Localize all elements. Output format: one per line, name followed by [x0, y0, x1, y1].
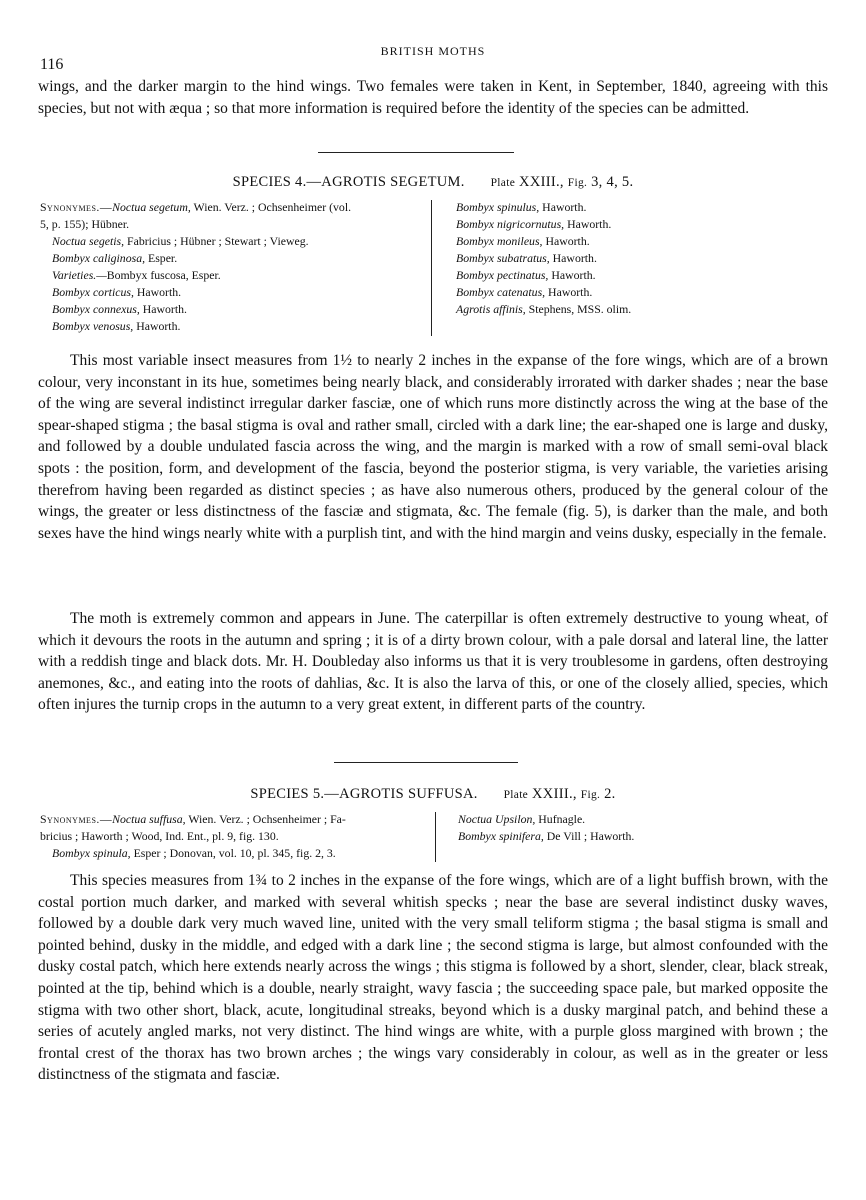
species-name: Bombyx pectinatus,	[456, 268, 549, 282]
species-4-title: SPECIES 4.—AGROTIS SEGETUM.	[232, 174, 465, 190]
synonym-line	[456, 284, 836, 301]
synonym-line	[456, 199, 836, 216]
species-5-synonyms-left	[40, 811, 435, 862]
synonyms-label: Synonymes.—	[40, 200, 113, 214]
species-4-habits: The moth is extremely common and appears in June. The caterpillar is often extremely destructive to young wheat, of which it devours the roots in the autumn and spring ; it is of a dirty brown colour, with a pale dorsal and lateral line, the latter with a reddish tinge and black dots. Mr. H. Doubleday also informs us that it is very troublesome in gardens, often destroying anemones, &c., and eating into the roots of dahlias, &c. It is also the larva of this, or one of the closely allied, species, which often injures the turnip crops in the autumn to a very great extent, in different parts of the country.	[38, 610, 828, 714]
species-name: Bombyx connexus,	[52, 302, 140, 316]
synonym-authority: bricius ; Haworth ; Wood, Ind. Ent., pl. 9, fig. 130.	[40, 829, 279, 843]
species-4-heading	[0, 174, 866, 191]
synonyms-column-divider	[435, 812, 436, 862]
species-name: Bombyx spinula,	[52, 846, 131, 860]
synonym-line	[40, 811, 435, 828]
synonym-authority: Hufnagle.	[535, 812, 586, 826]
section-divider	[318, 152, 514, 153]
species-name: Agrotis affinis,	[456, 302, 526, 316]
synonym-authority: Esper.	[145, 251, 178, 265]
synonym-line	[40, 250, 425, 267]
species-name: Bombyx subatratus,	[456, 251, 550, 265]
species-name: Bombyx corticus,	[52, 285, 134, 299]
synonym-line	[40, 318, 425, 335]
species-name: Bombyx monileus,	[456, 234, 543, 248]
synonym-authority: Haworth.	[139, 302, 187, 316]
synonym-line	[456, 233, 836, 250]
synonym-line	[456, 250, 836, 267]
species-4-synonyms-right	[456, 199, 836, 318]
species-name: Noctua segetum,	[112, 200, 191, 214]
species-4-plate-ref: Plate XXIII., Fig. 3, 4, 5.	[490, 174, 634, 190]
species-name: Noctua Upsilon,	[458, 812, 536, 826]
species-5-plate-ref: Plate XXIII., Fig. 2.	[503, 786, 616, 802]
species-5-description: This species measures from 1¾ to 2 inches in the expanse of the fore wings, which are of a light buffish brown, with the costal portion much darker, and marked with several whitish specks ; near the base are several indistinct dusky waves, followed by a double dark very much waved line, united with the very small teliform stigma ; the basal stigma is small and pointed behind, dusky in the middle, and edged with a dark line ; the second stigma is large, but almost confounded with the dusky costal patch, which here extends nearly across the wings ; this stigma is followed by a short, slender, clear, black streak, pointed at the tip, behind which is a double, nearly straight, wavy fascia ; the succeeding space pale, but marked opposite the stigma with two other short, black, acute, longitudinal streaks, beyond which is a dusky marginal patch, and behind these a series of acutely angled marks, not very distinct. The hind wings are white, with a purple gloss margined with brown ; the frontal crest of the thorax has two brown arches ; the wings vary considerably in colour, as well as in the greater or less distinctness of the stigmata and fasciæ.	[38, 872, 828, 1084]
synonyms-column-divider	[431, 200, 432, 336]
synonym-line	[40, 301, 425, 318]
synonym-authority: 5, p. 155); Hübner.	[40, 217, 130, 231]
synonym-authority: Haworth.	[545, 285, 593, 299]
synonym-line	[40, 267, 425, 284]
species-name: Bombyx spinulus,	[456, 200, 540, 214]
synonym-authority: Haworth.	[549, 251, 597, 265]
section-divider	[334, 762, 518, 763]
synonym-authority: Haworth.	[539, 200, 587, 214]
species-name: Bombyx spinifera,	[458, 829, 544, 843]
species-name: Bombyx nigricornutus,	[456, 217, 565, 231]
synonym-line	[40, 284, 425, 301]
species-5-heading	[0, 786, 866, 803]
synonym-line	[40, 845, 435, 862]
synonym-line	[456, 267, 836, 284]
species-5-synonyms-right	[458, 811, 838, 845]
species-name: Bombyx venosus,	[52, 319, 134, 333]
intro-paragraph: wings, and the darker margin to the hind wings. Two females were taken in Kent, in September, 1840, agreeing with this species, but not with æqua ; so that more information is required before the identity of the species can be admitted.	[38, 78, 828, 117]
species-4-synonyms-left	[40, 199, 425, 335]
synonym-line	[456, 301, 836, 318]
running-head: BRITISH MOTHS	[380, 44, 486, 58]
species-5-title: SPECIES 5.—AGROTIS SUFFUSA.	[250, 786, 478, 802]
synonym-line	[40, 828, 435, 845]
species-name: Bombyx catenatus,	[456, 285, 546, 299]
synonym-authority: Esper ; Donovan, vol. 10, pl. 345, fig. 2, 3.	[130, 846, 336, 860]
synonym-authority: Haworth.	[133, 319, 181, 333]
synonym-authority: Stephens, MSS. olim.	[525, 302, 632, 316]
synonym-authority: Haworth.	[133, 285, 182, 299]
page-number: 116	[40, 56, 64, 73]
species-4-description: This most variable insect measures from 1½ to nearly 2 inches in the expanse of the fore wings, which are of a brown colour, very inconstant in its hue, sometimes being nearly black, and considerably irrorated with darker shades ; near the base of the wing are several indistinct irregular darker fasciæ, one of which runs more distinctly across the wing at the base of the spear-shaped stigma ; the basal stigma is oval and rather small, circled with a dark line; the ear-shaped one is large and dusky, and followed by a double undulated fascia across the wing, and the margin is marked with a row of small semi-oval black spots : the position, form, and development of the fascia, beyond the posterior stigma, is very variable, the varieties arising therefrom having been regarded as distinct species ; as have also numerous others, produced by the general colour of the wings, the greater or less distinctness of the fasciæ and stigmata, &c. The female (fig. 5), is darker than the male, and both sexes have the hind wings nearly white with a purplish tint, and with the hind margin and veins dusky, especially in the female.	[38, 352, 828, 542]
synonym-line	[456, 216, 836, 233]
synonym-authority: Fabricius ; Hübner ; Stewart ; Vieweg.	[124, 234, 309, 248]
synonym-line	[40, 233, 425, 250]
synonym-line	[40, 216, 425, 233]
species-name: Noctua segetis,	[52, 234, 125, 248]
synonym-line	[458, 828, 838, 845]
synonym-authority: De Vill ; Haworth.	[543, 829, 635, 843]
synonym-authority: Haworth.	[564, 217, 612, 231]
synonym-line	[458, 811, 838, 828]
species-name: Noctua suffusa,	[112, 812, 186, 826]
synonym-line	[40, 199, 425, 216]
synonyms-label: Synonymes.—	[40, 812, 113, 826]
synonym-authority: Wien. Verz. ; Ochsenheimer ; Fa-	[185, 812, 346, 826]
synonym-authority: Haworth.	[548, 268, 596, 282]
species-name: Bombyx caliginosa,	[52, 251, 146, 265]
species-name: Varieties.—	[52, 268, 107, 282]
synonym-authority: Wien. Verz. ; Ochsenheimer (vol.	[190, 200, 352, 214]
synonym-authority: Bombyx fuscosa, Esper.	[106, 268, 221, 282]
synonym-authority: Haworth.	[542, 234, 590, 248]
